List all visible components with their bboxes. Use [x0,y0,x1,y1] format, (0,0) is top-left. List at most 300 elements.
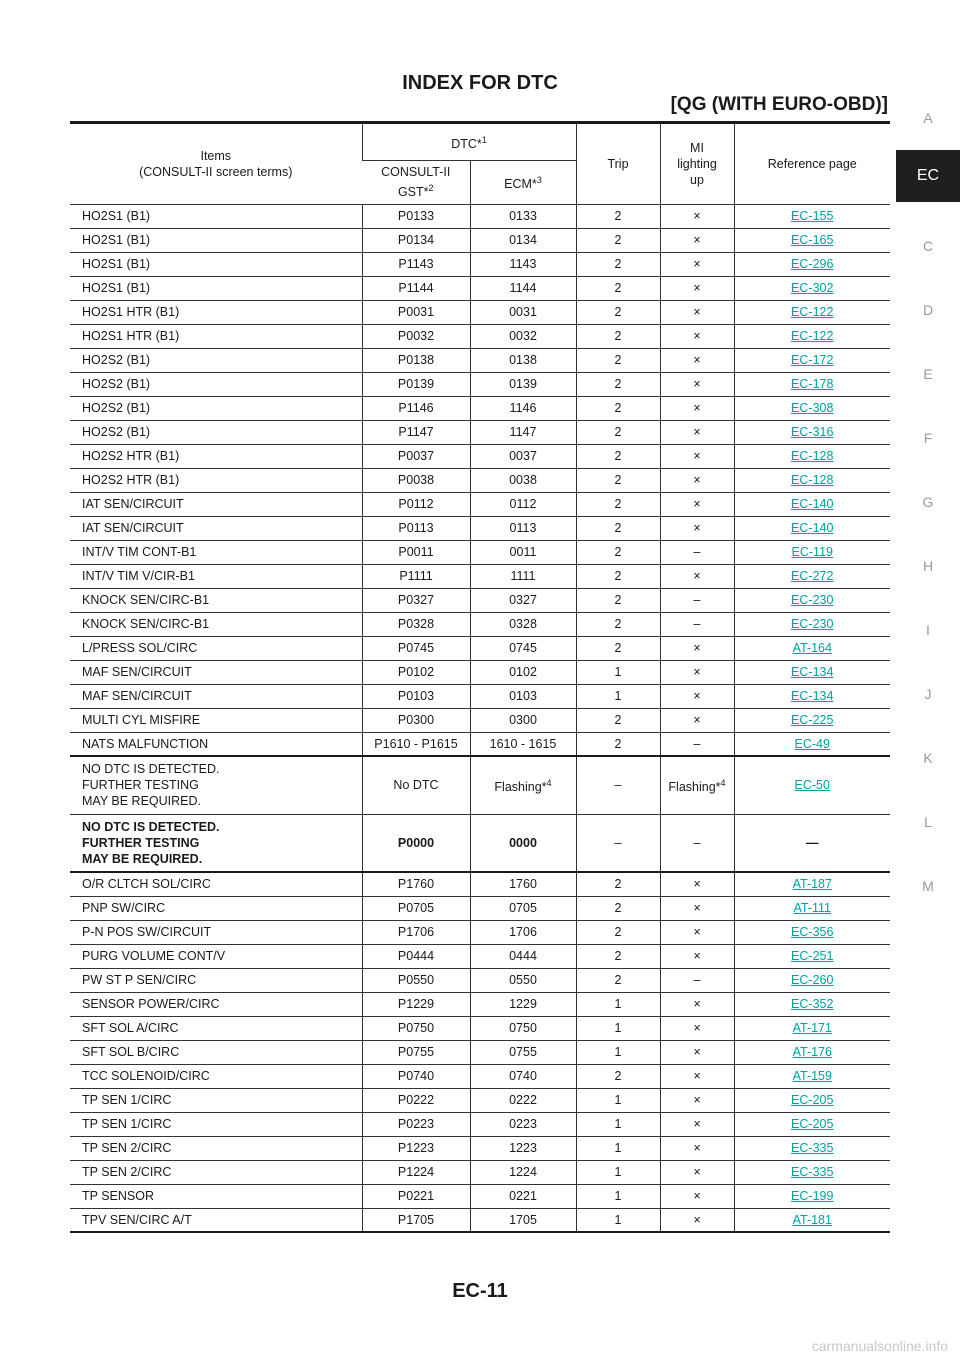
cell-item: MAF SEN/CIRCUIT [70,684,362,708]
cell-mil: × [660,684,734,708]
cell-mil: × [660,204,734,228]
table-row [70,372,890,396]
cell-item: HO2S2 (B1) [70,420,362,444]
table-row [70,1160,890,1184]
cell-ecm: 0000 [470,814,576,872]
cell-ref [734,204,890,228]
cell-ref [734,468,890,492]
cell-ecm: 1144 [470,276,576,300]
cell-item-line-2: FURTHER TESTING [82,835,200,850]
header-trip: Trip [576,124,660,204]
cell-item: HO2S1 (B1) [70,204,362,228]
header-ecm-sup: 3 [536,174,542,185]
cell-ecm: 0139 [470,372,576,396]
cell-consult: P0222 [362,1088,470,1112]
cell-mil: × [660,348,734,372]
cell-item: TP SEN 1/CIRC [70,1112,362,1136]
cell-mil: × [660,1208,734,1232]
header-ecm-label: ECM* [504,177,537,192]
cell-item: SFT SOL A/CIRC [70,1016,362,1040]
cell-trip: 2 [576,516,660,540]
cell-item: HO2S1 HTR (B1) [70,324,362,348]
cell-ref [734,1088,890,1112]
cell-item-line-3: MAY BE REQUIRED. [82,851,203,866]
table-row [70,396,890,420]
cell-item: HO2S2 (B1) [70,372,362,396]
side-index-e[interactable]: E [923,366,933,382]
cell-ecm: 0134 [470,228,576,252]
cell-mil: × [660,920,734,944]
cell-consult: P0133 [362,204,470,228]
cell-ref [734,708,890,732]
cell-mil: × [660,896,734,920]
cell-consult: P1224 [362,1160,470,1184]
reference-link[interactable]: EC-199 [791,1189,834,1203]
table-row [70,228,890,252]
reference-link[interactable]: AT-181 [792,1212,832,1227]
cell-trip: 2 [576,896,660,920]
cell-ecm: 0705 [470,896,576,920]
side-index-j[interactable]: J [924,686,932,702]
cell-ecm: 1760 [470,872,576,896]
header-ecm [470,160,576,204]
cell-ref [734,540,890,564]
cell-consult: P0740 [362,1064,470,1088]
reference-link[interactable]: EC-122 [791,305,834,319]
cell-item: TP SEN 1/CIRC [70,1088,362,1112]
cell-ecm: 0750 [470,1016,576,1040]
reference-link[interactable]: EC-205 [791,1093,834,1107]
cell-ref [734,228,890,252]
header-dtc-label: DTC* [451,136,482,151]
cell-item-line-1: NO DTC IS DETECTED. [82,819,220,834]
cell-ecm: 0113 [470,516,576,540]
cell-trip: 2 [576,588,660,612]
table-row [70,708,890,732]
cell-ecm-text: Flashing* [494,780,547,795]
cell-trip: 2 [576,324,660,348]
cell-ecm: 0112 [470,492,576,516]
cell-ref [734,300,890,324]
cell-ref [734,992,890,1016]
table-row [70,872,890,896]
cell-consult: P0139 [362,372,470,396]
cell-ref [734,636,890,660]
header-consult [362,160,470,204]
side-index-g[interactable]: G [922,494,934,510]
cell-consult: P0550 [362,968,470,992]
header-ref: Reference page [734,124,890,204]
cell-trip: 2 [576,372,660,396]
reference-link[interactable]: AT-187 [792,877,832,892]
cell-mil: × [660,396,734,420]
table-body-b [70,872,890,1232]
reference-link[interactable]: AT-159 [792,1069,832,1083]
cell-ecm: 0032 [470,324,576,348]
cell-consult: P0038 [362,468,470,492]
cell-mil: × [660,228,734,252]
cell-item: HO2S1 (B1) [70,228,362,252]
header-items-sub: (CONSULT-II screen terms) [139,164,293,179]
cell-consult: P0327 [362,588,470,612]
cell-ecm: 1143 [470,252,576,276]
cell-consult: P0745 [362,636,470,660]
cell-ecm: 1229 [470,992,576,1016]
cell-item: MAF SEN/CIRCUIT [70,660,362,684]
cell-mil: × [660,444,734,468]
reference-link[interactable]: EC-316 [791,425,834,439]
reference-link[interactable]: EC-140 [791,497,834,511]
cell-consult: P0000 [362,814,470,872]
cell-trip: 2 [576,204,660,228]
cell-ref [734,1040,890,1064]
cell-mil: – [660,540,734,564]
reference-link[interactable]: EC-134 [791,665,834,679]
cell-mil: × [660,564,734,588]
reference-link[interactable]: EC-140 [791,521,834,535]
cell-consult: P1143 [362,252,470,276]
cell-consult: P1610 - P1615 [362,732,470,756]
header-mil-label: MI lighting up [677,140,717,187]
cell-ecm: 0327 [470,588,576,612]
table-row [70,588,890,612]
table-row [70,516,890,540]
cell-ref [734,896,890,920]
cell-item: L/PRESS SOL/CIRC [70,636,362,660]
cell-item: HO2S2 HTR (B1) [70,444,362,468]
header-mil [660,124,734,204]
cell-item-line-2: FURTHER TESTING [82,778,199,793]
table-row [70,300,890,324]
cell-trip: 1 [576,1088,660,1112]
cell-ecm: 0444 [470,944,576,968]
cell-mil: × [660,276,734,300]
cell-trip: 2 [576,468,660,492]
cell-ref [734,420,890,444]
cell-mil: × [660,944,734,968]
table-row [70,564,890,588]
table-row [70,540,890,564]
cell-ref [734,516,890,540]
cell-mil: × [660,420,734,444]
table-row [70,468,890,492]
watermark: carmanualsonline.info [811,1338,948,1354]
side-index-a[interactable]: A [923,110,933,126]
reference-link[interactable]: EC-128 [791,449,834,463]
reference-link[interactable]: EC-356 [791,925,834,939]
cell-consult: P0113 [362,516,470,540]
side-index-m[interactable]: M [922,878,934,894]
cell-trip: 2 [576,348,660,372]
table-row [70,732,890,756]
cell-consult: P1223 [362,1136,470,1160]
cell-ecm: 0550 [470,968,576,992]
reference-link[interactable]: EC-251 [791,949,834,963]
cell-ref [734,444,890,468]
cell-ref [734,396,890,420]
reference-link[interactable]: EC-272 [791,569,834,583]
cell-mil: – [660,814,734,872]
side-index-ec[interactable]: EC [896,150,960,202]
cell-trip: 2 [576,732,660,756]
cell-ref [734,1112,890,1136]
cell-item: KNOCK SEN/CIRC-B1 [70,612,362,636]
side-index-f[interactable]: F [923,430,933,446]
cell-item: PURG VOLUME CONT/V [70,944,362,968]
reference-link[interactable]: EC-230 [791,593,834,607]
header-items-label: Items [200,148,232,163]
side-index-k[interactable]: K [923,750,933,766]
cell-consult: P0011 [362,540,470,564]
side-index-h[interactable]: H [922,558,934,574]
cell-item: IAT SEN/CIRCUIT [70,492,362,516]
cell-trip: 2 [576,1064,660,1088]
reference-link[interactable]: EC-155 [791,209,834,223]
cell-ref [734,492,890,516]
cell-item [70,814,362,872]
table-row [70,920,890,944]
cell-item: HO2S2 HTR (B1) [70,468,362,492]
reference-link[interactable]: EC-296 [791,257,834,271]
cell-ecm: 0038 [470,468,576,492]
header-items [70,124,362,204]
cell-item-line-1: NO DTC IS DETECTED. [82,762,220,777]
reference-link[interactable]: EC-308 [791,401,834,415]
reference-link[interactable]: EC-260 [791,973,834,987]
cell-trip: 2 [576,492,660,516]
reference-link[interactable]: AT-171 [792,1021,832,1035]
table-body-a [70,204,890,756]
cell-ecm: 0011 [470,540,576,564]
cell-item: P-N POS SW/CIRCUIT [70,920,362,944]
header-dtc [362,124,576,160]
cell-consult: P1229 [362,992,470,1016]
cell-consult: P0750 [362,1016,470,1040]
cell-mil: × [660,660,734,684]
table-row [70,944,890,968]
cell-item: SFT SOL B/CIRC [70,1040,362,1064]
cell-ref [734,276,890,300]
cell-consult: P1111 [362,564,470,588]
reference-link[interactable]: EC-205 [791,1117,834,1131]
cell-trip: 1 [576,684,660,708]
cell-ecm-sup: 4 [546,778,552,789]
reference-link[interactable]: EC-230 [791,617,834,631]
cell-trip: 2 [576,396,660,420]
reference-link[interactable]: AT-176 [792,1045,832,1059]
table-row [70,492,890,516]
cell-mil: × [660,708,734,732]
cell-trip: 1 [576,1016,660,1040]
cell-consult: P0755 [362,1040,470,1064]
cell-ecm: 0755 [470,1040,576,1064]
cell-consult: P1144 [362,276,470,300]
cell-trip: 2 [576,420,660,444]
reference-link[interactable]: EC-302 [791,281,834,295]
header-consult-label: CONSULT-II [381,164,451,179]
cell-ecm: 1111 [470,564,576,588]
cell-item: PNP SW/CIRC [70,896,362,920]
reference-link[interactable]: EC-335 [791,1165,834,1179]
cell-trip: 1 [576,1136,660,1160]
side-index-l[interactable]: L [924,814,932,830]
cell-trip: 2 [576,444,660,468]
cell-consult: P1146 [362,396,470,420]
reference-link[interactable]: EC-119 [791,545,833,559]
cell-ecm: 0222 [470,1088,576,1112]
reference-link[interactable]: EC-122 [791,329,834,343]
cell-mil: × [660,1112,734,1136]
side-index-i[interactable]: I [926,622,930,638]
cell-mil: × [660,468,734,492]
header-gst-label: GST* [397,185,429,200]
cell-ecm: 0102 [470,660,576,684]
cell-consult: P1706 [362,920,470,944]
cell-mil: × [660,1184,734,1208]
cell-trip: 2 [576,872,660,896]
table-body-special [70,756,890,872]
reference-link[interactable]: AT-111 [793,901,832,915]
cell-trip: 2 [576,920,660,944]
cell-trip: 2 [576,252,660,276]
reference-link[interactable]: EC-178 [791,377,834,391]
page-number: EC-11 [452,1280,508,1302]
reference-link[interactable]: EC-134 [791,689,834,703]
table-row [70,660,890,684]
table-row [70,276,890,300]
cell-item: HO2S1 (B1) [70,276,362,300]
table-row [70,1112,890,1136]
cell-mil: × [660,252,734,276]
cell-ecm: 1223 [470,1136,576,1160]
cell-item: INT/V TIM V/CIR-B1 [70,564,362,588]
reference-link[interactable]: AT-164 [792,641,832,655]
cell-mil: – [660,588,734,612]
cell-consult: P0705 [362,896,470,920]
cell-trip: 2 [576,968,660,992]
cell-ecm: 1146 [470,396,576,420]
reference-link[interactable]: EC-128 [791,473,834,487]
cell-ref [734,348,890,372]
cell-mil: × [660,872,734,896]
cell-trip: 1 [576,992,660,1016]
cell-mil: × [660,1016,734,1040]
cell-item: HO2S2 (B1) [70,396,362,420]
cell-mil: – [660,612,734,636]
table-row [70,1136,890,1160]
table-row-no-dtc [70,756,890,814]
cell-ref [734,372,890,396]
cell-ref [734,756,890,814]
cell-ecm: 0138 [470,348,576,372]
cell-item: HO2S2 (B1) [70,348,362,372]
table-row [70,1184,890,1208]
cell-mil: × [660,372,734,396]
cell-consult: P0102 [362,660,470,684]
cell-ecm: 0300 [470,708,576,732]
cell-ref [734,612,890,636]
cell-consult: P0328 [362,612,470,636]
cell-mil: × [660,1136,734,1160]
cell-ref [734,968,890,992]
cell-trip: 1 [576,1160,660,1184]
table-row [70,612,890,636]
cell-ref [734,920,890,944]
cell-consult: P0112 [362,492,470,516]
cell-mil-sup: 4 [720,778,726,789]
table-row [70,1208,890,1232]
table-row [70,992,890,1016]
side-index-d[interactable]: D [922,302,934,318]
side-index-c[interactable]: C [922,238,934,254]
cell-ref [734,252,890,276]
cell-mil: – [660,732,734,756]
cell-ref [734,732,890,756]
cell-ref [734,1184,890,1208]
cell-ecm: 0037 [470,444,576,468]
cell-ecm: 0740 [470,1064,576,1088]
reference-link[interactable]: EC-225 [791,713,834,727]
cell-trip: 1 [576,1208,660,1232]
cell-mil [660,756,734,814]
cell-ecm: 0223 [470,1112,576,1136]
cell-item: HO2S1 HTR (B1) [70,300,362,324]
cell-ecm: 1706 [470,920,576,944]
reference-link[interactable]: EC-49 [794,736,830,751]
table-row [70,324,890,348]
cell-item: TP SEN 2/CIRC [70,1160,362,1184]
table-row [70,636,890,660]
cell-consult: P0031 [362,300,470,324]
reference-link[interactable]: EC-172 [791,353,834,367]
table-row [70,348,890,372]
reference-link[interactable]: EC-165 [791,233,834,247]
page-title: INDEX FOR DTC [402,72,558,94]
cell-ref [734,872,890,896]
cell-ecm [470,756,576,814]
cell-mil: × [660,1064,734,1088]
cell-consult: P0444 [362,944,470,968]
header-dtc-sup: 1 [481,134,487,145]
cell-mil: × [660,324,734,348]
cell-item: NATS MALFUNCTION [70,732,362,756]
reference-link[interactable]: EC-50 [794,778,830,793]
cell-item: PW ST P SEN/CIRC [70,968,362,992]
cell-trip: 2 [576,300,660,324]
cell-ref [734,1064,890,1088]
cell-mil: × [660,992,734,1016]
cell-mil: × [660,1160,734,1184]
cell-consult: P0300 [362,708,470,732]
page-subtitle: [QG (WITH EURO-OBD)] [670,94,888,115]
cell-consult: P1760 [362,872,470,896]
cell-ref: — [734,814,890,872]
header-gst-sup: 2 [428,182,434,193]
table-row [70,1064,890,1088]
cell-ref [734,1016,890,1040]
cell-item: MULTI CYL MISFIRE [70,708,362,732]
cell-item: O/R CLTCH SOL/CIRC [70,872,362,896]
cell-trip: 1 [576,1184,660,1208]
cell-ref [734,944,890,968]
cell-ecm: 1224 [470,1160,576,1184]
reference-link[interactable]: EC-335 [791,1141,834,1155]
cell-mil: × [660,300,734,324]
cell-trip: 2 [576,612,660,636]
reference-link[interactable]: EC-352 [791,997,834,1011]
cell-item: KNOCK SEN/CIRC-B1 [70,588,362,612]
table-row [70,684,890,708]
